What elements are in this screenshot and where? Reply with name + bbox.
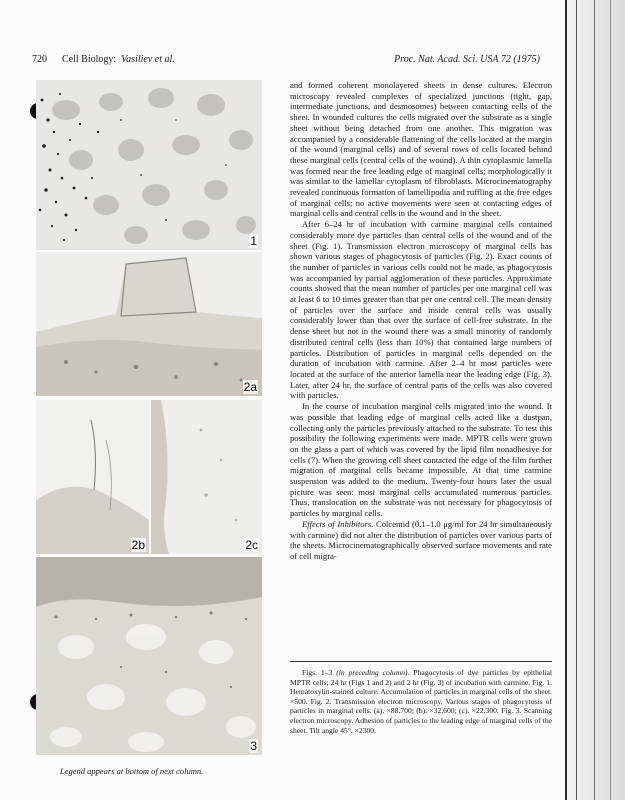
figure-2b: [36, 400, 149, 554]
section-heading: Effects of Inhibitors.: [302, 518, 374, 529]
running-header: [32, 54, 540, 68]
scan-edge-line: [576, 0, 577, 800]
figure-label: 2a: [243, 380, 257, 394]
scan-edge-line: [565, 0, 567, 800]
figure-label: 1: [250, 234, 257, 248]
body-paragraph: After 6–24 hr of incubation with carmine marginal cells contained considerably more dye particles than central cells of the wound and of the sheet (Fig. 1). Transmission electron microscopy of marginal cells has shown various stages of phagocytosis of particles (Fig. 2). Exact counts of the number of particles in various cells could not be made, as phagocytosis was accompanied by partial agglomeration of these particles. Approximate counts showed that the mean number of particles per one marginal cell was at least 6 to 10 times greater than that per one central cell. The mean density of particles over the surface and inside central cells was usually considerably lower than that over the surface of cell-free substrate. In the dense sheet but not in the wound there was a small minority of randomly distributed central cells (less than 10%) that contained large numbers of particles. Distribution of particles in marginal cells depended on the duration of incubation with carmine. After 2–4 hr most particles were located at the surface of the anterior lamella near the leading edge (Fig. 3). Later, after 24 hr, the surface of central parts of the cells was also covered with particles.: [290, 219, 552, 401]
body-text-column: [290, 80, 552, 562]
figure-2a: [36, 252, 262, 396]
body-paragraph: Effects of Inhibitors. Colcemid (0.1–1.0 μg/ml for 24 hr simultaneously with carmine) did not alter the distribution of particles over various parts of the sheets. Microcinematographically observed surface movements and rate of cell migra-: [290, 518, 552, 561]
caption-text: Phagocytosis of dye particles by epithelial MPTR cells; 24 hr (Figs 1 and 2) and 2 hr (Fig. 3) of incubation with carmine. Fig. 1. Hematoxylin-stained culture. Accumulation of particles in marginal cells of the sheet. ×500. Fig. 2. Transmission electron microscopy. Various stages of phagocytosis of particles in marginal cells. (a), ×88,700; (b), ×32,600; (c), ×22,300. Fig. 3. Scanning electron microscopy. Adhesion of particles to the leading edge of marginal cells of the sheet. Tilt angle 45°. ×2300.: [290, 668, 552, 735]
scan-edge-line: [594, 0, 595, 800]
caption-label: Figs. 1–3: [302, 668, 333, 677]
body-paragraph: In the course of incubation marginal cells migrated into the wound. It was possible that leading edge of marginal cells acted like a dustpan, collecting only the particles previously attached to the substrate. To test this possibility the following experiments were made. MPTR cells were grown on the glass a part of which was covered by the lipid film nonadhesive for cells (7). When the growing cell sheet contacted the edge of the film further migration of marginal cells became impossible. At that time carmine suspension was added to the medium. Twenty-four hours later the usual picture was seen: most marginal cells accumulated numerous particles. Thus, translocation on the substrate was not necessary for phagocytosis of particles by marginal cells.: [290, 401, 552, 519]
journal-citation: Proc. Nat. Acad. Sci. USA 72 (1975): [394, 54, 540, 65]
body-paragraph: and formed coherent monolayered sheets in dense cultures. Electron microscopy revealed complexes of specialized junctions (tight, gap, intermediate junctions, and desmosomes) between contacting cells of the sheet. In wounded cultures the cells migrated over the substrate as a single sheet without being detached from one another. This migration was accompanied by a considerable flattening of the cells located at the margin of the wound (marginal cells) and of several rows of cells located behind these marginal cells (central cells of the wound). A thin cytoplasmic lamella was formed near the free leading edge of marginal cells; morphologically it was similar to the lamellar cytoplasm of fibroblasts. Microcinematography revealed continuous formation of lamellipodia and ruffling at the free edges of marginal cells; no active movements were seen at contacting edges of marginal cells and central cells in the wound and in the sheet.: [290, 80, 552, 219]
figure-caption: [290, 668, 552, 735]
figure-label: 2b: [131, 538, 145, 552]
figure-3: [36, 557, 262, 755]
caption-note: (in preceding column).: [336, 668, 410, 677]
figure-label: 2c: [245, 538, 258, 552]
figure-legend-note: Legend appears at bottom of next column.: [60, 766, 204, 776]
caption-divider: [290, 661, 552, 662]
figure-label: 3: [250, 739, 257, 753]
scan-edge-line: [610, 0, 611, 800]
figure-2c: [151, 400, 262, 554]
figure-1: [36, 80, 262, 250]
page-number: 720: [32, 54, 47, 65]
running-head-section: Cell Biology: Vasiliev et al.: [62, 54, 175, 65]
running-head-authors: Vasiliev et al.: [121, 54, 175, 65]
